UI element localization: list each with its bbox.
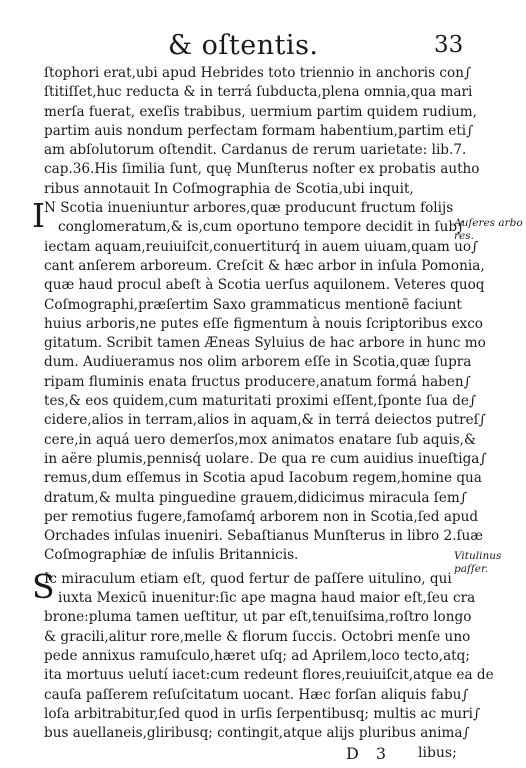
text-line: tes,& eos quidem,cum maturitati proximi eſſent,ſponte ſua de∫	[44, 393, 477, 410]
signature-mark: D 3	[346, 744, 393, 763]
text-line: remus,dum eſſemus in Scotia apud Iacobum regem,homine qua	[44, 470, 482, 487]
text-line: Coſmographi,præſertim Saxo grammaticus mentionē faciunt	[44, 296, 462, 313]
text-line: gitatum. Scribit tamen Æneas Syluius de hac arbore in hunc mo	[44, 335, 486, 352]
text-line: huius arboris,ne putes eſſe figmentum à nouis ſcriptoribus exco	[44, 315, 483, 332]
text-line: brone:pluma tamen ueſtitur, ut par eſt,tenuiſsima,roſtro longo	[44, 609, 472, 626]
text-line: iectam aquam,reuiuiſcit,conuertiturq́ in auem uiuam,quam uo∫	[44, 238, 479, 255]
text-line: partim auis nondum perfectam formam habentium,partim eti∫	[44, 122, 474, 139]
text-line: am abſolutorum oſtendit. Cardanus de rerum uarietate: lib.7.	[44, 142, 467, 159]
text-line: N Scotia inueniuntur arbores,quæ producunt fructum folijs	[44, 200, 454, 217]
text-line: cidere,alios in terram,alios in aquam,& in terrá deiectos putreſ∫	[44, 412, 486, 429]
text-line: merſa fuerat, exeſis trabibus, uermium partim quidem rudium,	[44, 103, 477, 120]
drop-capital: I	[32, 196, 46, 236]
text-line: ita mortuus uelutí iacet:cum redeunt flores,reuiuiſcit,atque ea de	[44, 667, 494, 684]
catchword: libus;	[418, 745, 457, 761]
text-line: in aëre plumis,pennisq́ uolare. De qua re cum auidius inueſtiga∫	[44, 450, 487, 467]
text-line: dum. Audiueramus nos olim arborem eſſe in Scotia,quæ ſupra	[44, 354, 472, 371]
text-line: iuxta Mexicū inuenitur:ſic ape magna haud maior eſt,ſeu cra	[58, 590, 476, 607]
text-line: Ic miraculum etiam eſt, quod fertur de paſſere uitulino, qui	[44, 570, 452, 587]
margin-note: Vitulinus paſſer.	[454, 550, 502, 575]
text-line: ripam fluminis enata fructus producere,anatum formá haben∫	[44, 373, 471, 390]
text-line: cere,in aquá uero demerſos,mox animatos enatare ſub aquis,&	[44, 431, 477, 448]
text-line: per remotius fugere,famoſamq́ arborem non in Scotia,ſed apud	[44, 508, 479, 525]
page-number: 33	[434, 32, 464, 58]
running-title: & oſtentis.	[168, 30, 319, 61]
text-line: cauſa paſſerem reſuſcitatum uocant. Hæc forſan aliquis fabu∫	[44, 686, 469, 703]
text-line: cant anſerem arboreum. Creſcit & hæc arbor in inſula Pomonia,	[44, 257, 485, 274]
text-line: ſtitiſſet,huc reducta & in terrá ſubducta,plena omnia,qua mari	[44, 84, 473, 101]
text-line: bus auellaneis,gliribusq; contingit,atque alijs pluribus anima∫	[44, 725, 470, 742]
text-line: conglomeratum,& is,cum oportuno tempore decidit in ſub∫	[58, 219, 465, 236]
text-line: quæ haud procul abeſt à Scotia uerſus aquilonem. Veteres quoq	[44, 277, 485, 294]
drop-capital: S	[32, 566, 55, 606]
text-line: dratum,& multa pinguedine grauem,didicimus miracula ſem∫	[44, 489, 467, 506]
text-line: cap.36.His ſimilia ſunt, quę Munſterus noſter ex probatis autho	[44, 161, 480, 178]
text-line: Coſmographiæ de inſulis Britannicis.	[44, 547, 299, 564]
page-footer	[0, 744, 526, 764]
text-line: loſa arbitrabitur,ſed quod in urſis ſerpentibusq; multis ac muri∫	[44, 705, 481, 722]
page-header	[0, 30, 526, 62]
text-line: ſtophori erat,ubi apud Hebrides toto triennio in anchoris con∫	[44, 65, 472, 81]
text-line: Orchades inſulas inueniri. Sebaſtianus Munſterus in libro 2.ſuæ	[44, 528, 484, 545]
text-line: & gracili,alitur rore,melle & florum ſuccis. Octobri menſe uno	[44, 628, 471, 645]
text-line: pede annixus ramuſculo,hæret uſq; ad Aprilem,loco tecto,atq;	[44, 647, 470, 664]
margin-note: Auſeres arbo res.	[454, 217, 523, 242]
text-line: ribus annotauit In Coſmographia de Scotia,ubi inquit,	[44, 180, 414, 197]
